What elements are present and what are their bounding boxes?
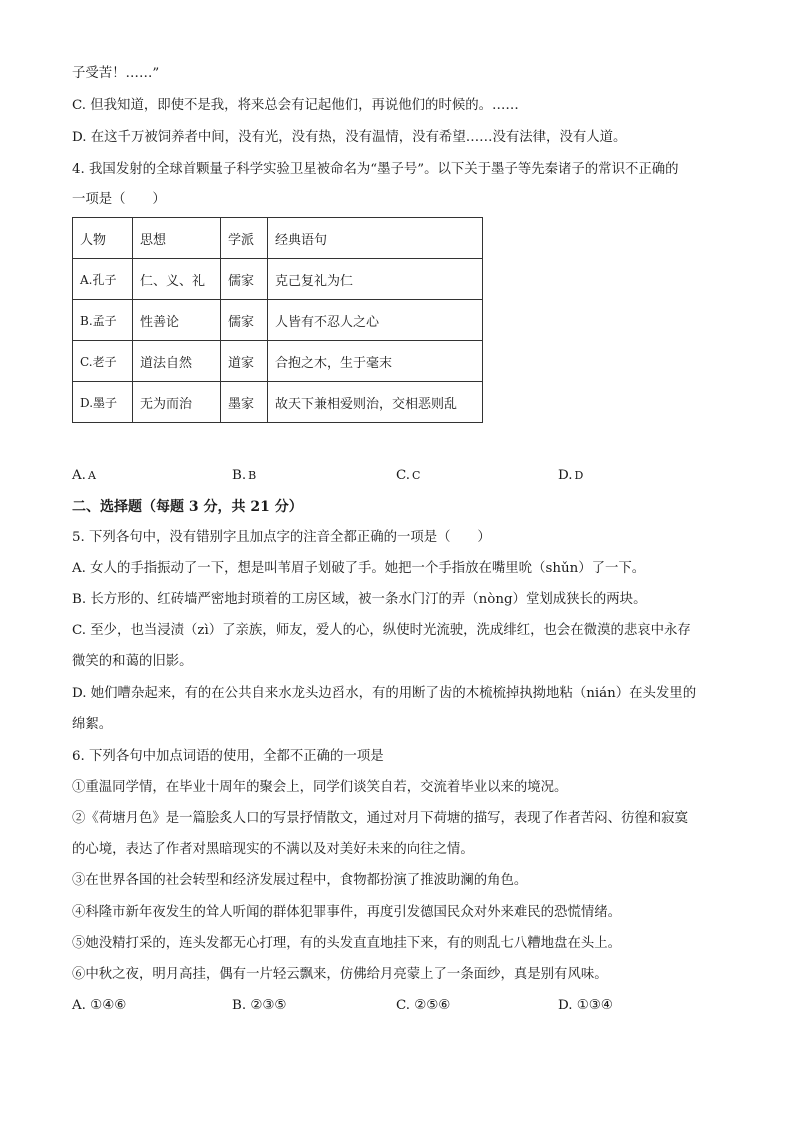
table-cell: 故天下兼相爱则治，交相恶则乱 bbox=[268, 382, 483, 423]
table-row bbox=[73, 259, 483, 300]
q5-option-c: C. 至少，也当浸渍（zì）了亲族，师友，爱人的心，纵使时光流驶，洗成绯红，也会在微漠的悲哀中永存 bbox=[72, 623, 691, 638]
philosophers-table bbox=[72, 217, 483, 423]
table-cell: 儒家 bbox=[221, 300, 268, 341]
option-letter: C. bbox=[396, 468, 411, 483]
table-cell: 人皆有不忍人之心 bbox=[268, 300, 483, 341]
q5-option-c-cont: 微笑的和蔼的旧影。 bbox=[72, 654, 193, 669]
q4-stem: 4. 我国发射的全球首颗量子科学实验卫星被命名为“墨子号”。以下关于墨子等先秦诸子的常识不正确的 bbox=[72, 162, 679, 177]
text-line: 子受苦！……” bbox=[72, 66, 160, 81]
q4-option-a bbox=[72, 466, 96, 486]
q4-stem-cont: 一项是（ ） bbox=[72, 192, 166, 207]
table-cell: D.墨子 bbox=[73, 382, 133, 423]
option-value: C bbox=[412, 469, 421, 482]
table-row bbox=[73, 300, 483, 341]
option-value: B bbox=[248, 469, 257, 482]
q5-option-d: D. 她们嘈杂起来，有的在公共自来水龙头边舀水，有的用断了齿的木梳梳掉执拗地粘（nián）在头发里的 bbox=[72, 686, 697, 701]
table-header-cell: 思想 bbox=[133, 218, 221, 259]
q6-sentence-2-cont: 的心境，表达了作者对黑暗现实的不满以及对美好未来的向往之情。 bbox=[72, 842, 474, 857]
option-value: D bbox=[574, 469, 584, 482]
table-row bbox=[73, 382, 483, 423]
q6-option-b: B. ②③⑤ bbox=[232, 998, 287, 1013]
table-header-cell: 人物 bbox=[73, 218, 133, 259]
q6-options bbox=[72, 996, 722, 1016]
q4-option-c bbox=[396, 466, 420, 486]
q5-option-b: B. 长方形的、红砖墙严密地封琐着的工房区域，被一条水门汀的弄（nòng）堂划成狭长的两块。 bbox=[72, 592, 647, 607]
q6-sentence-4: ④科隆市新年夜发生的耸人听闻的群体犯罪事件，再度引发德国民众对外来难民的恐慌情绪。 bbox=[72, 905, 622, 920]
q6-sentence-5: ⑤她没精打采的，连头发都无心打理，有的头发直直地挂下来，有的则乱七八糟地盘在头上。 bbox=[72, 936, 622, 951]
q4-options bbox=[72, 466, 722, 486]
q3-option-d: D. 在这千万被饲养者中间，没有光，没有热，没有温情，没有希望……没有法律，没有人道。 bbox=[72, 130, 627, 145]
table-cell: 道家 bbox=[221, 341, 268, 382]
q4-option-d bbox=[558, 466, 583, 486]
table-cell: 合抱之木，生于毫末 bbox=[268, 341, 483, 382]
table-cell: 儒家 bbox=[221, 259, 268, 300]
option-letter: B. bbox=[232, 468, 247, 483]
table-cell: 墨家 bbox=[221, 382, 268, 423]
table-header-cell: 经典语句 bbox=[268, 218, 483, 259]
table-header-cell: 学派 bbox=[221, 218, 268, 259]
q6-option-a: A. ①④⑥ bbox=[72, 998, 127, 1013]
q4-option-b bbox=[232, 466, 256, 486]
table-cell: A.孔子 bbox=[73, 259, 133, 300]
q6-sentence-1: ①重温同学情，在毕业十周年的聚会上，同学们谈笑自若，交流着毕业以来的境况。 bbox=[72, 780, 568, 795]
q5-stem: 5. 下列各句中，没有错别字且加点字的注音全都正确的一项是（ ） bbox=[72, 530, 491, 545]
q6-sentence-3: ③在世界各国的社会转型和经济发展过程中，食物都扮演了推波助澜的角色。 bbox=[72, 873, 528, 888]
table-header-row bbox=[73, 218, 483, 259]
q6-sentence-6: ⑥中秋之夜，明月高挂，偶有一片轻云飘来，仿佛给月亮蒙上了一条面纱，真是别有风味。 bbox=[72, 967, 608, 982]
table-cell: 无为而治 bbox=[133, 382, 221, 423]
q5-option-d-cont: 绵絮。 bbox=[72, 717, 113, 732]
q6-stem: 6. 下列各句中加点词语的使用，全都不正确的一项是 bbox=[72, 749, 384, 764]
table-cell: 道法自然 bbox=[133, 341, 221, 382]
q6-sentence-2: ②《荷塘月色》是一篇脍炙人口的写景抒情散文，通过对月下荷塘的描写，表现了作者苦闷、彷徨和寂寞 bbox=[72, 811, 688, 826]
table-row bbox=[73, 341, 483, 382]
table-cell: 仁、义、礼 bbox=[133, 259, 221, 300]
q5-option-a: A. 女人的手指振动了一下，想是叫苇眉子划破了手。她把一个手指放在嘴里吮（shǔn）了一下。 bbox=[72, 561, 646, 576]
table-cell: C.老子 bbox=[73, 341, 133, 382]
table-cell: 性善论 bbox=[133, 300, 221, 341]
q6-option-d: D. ①③④ bbox=[558, 998, 613, 1013]
option-letter: D. bbox=[558, 468, 573, 483]
q6-option-c: C. ②⑤⑥ bbox=[396, 998, 451, 1013]
option-value: A bbox=[87, 469, 96, 482]
table-cell: B.孟子 bbox=[73, 300, 133, 341]
q3-option-c: C. 但我知道，即使不是我，将来总会有记起他们，再说他们的时候的。…… bbox=[72, 98, 519, 113]
option-letter: A. bbox=[72, 468, 86, 483]
section-heading: 二、选择题（每题 3 分，共 21 分） bbox=[72, 499, 303, 515]
table-cell: 克己复礼为仁 bbox=[268, 259, 483, 300]
